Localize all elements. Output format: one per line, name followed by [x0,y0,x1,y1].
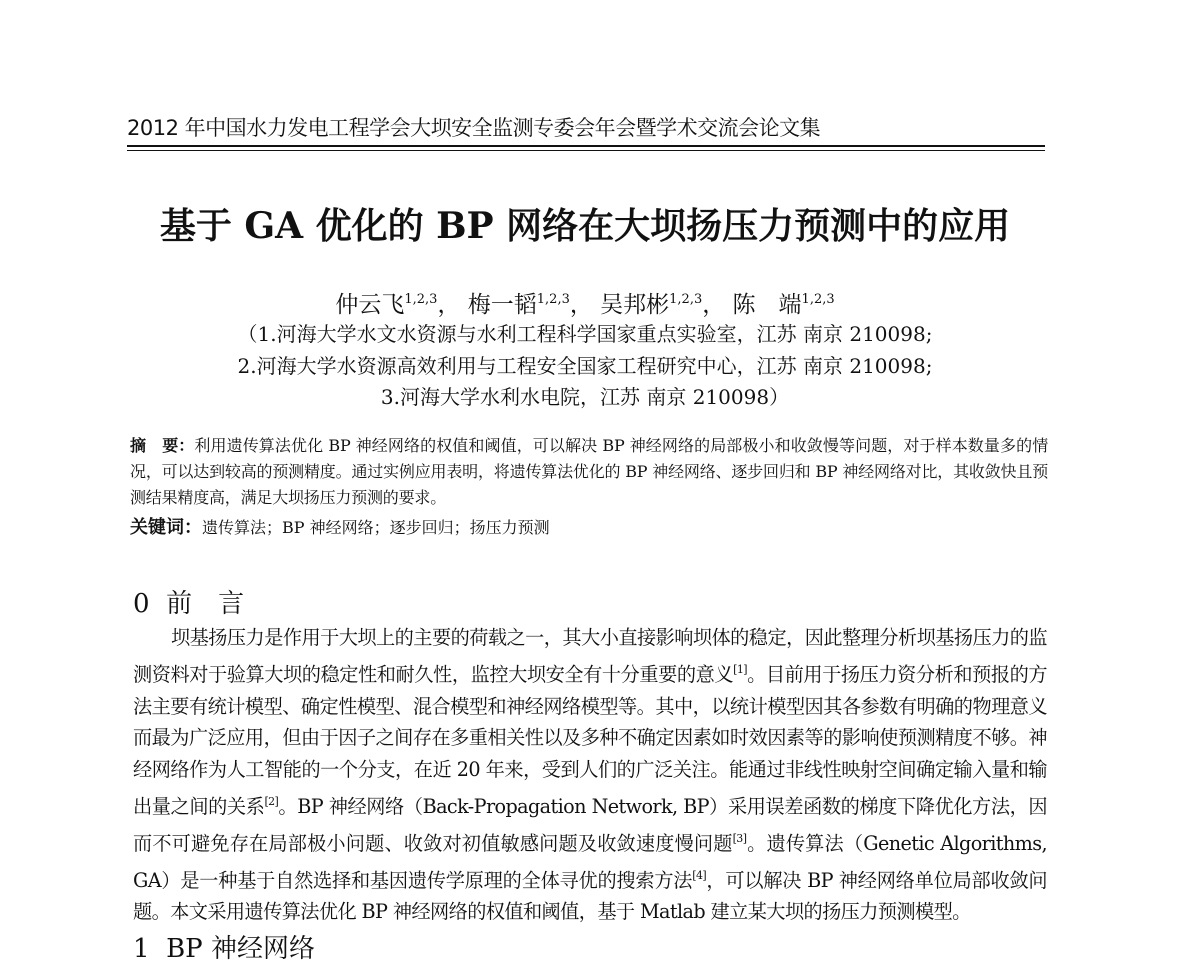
affiliation-3: 3.河海大学水利水电院，江苏 南京 210098） [380,385,790,409]
abstract-text: 利用遗传算法优化 BP 神经网络的权值和阈值，可以解决 BP 神经网络的局部极小和收敛慢等问题，对于样本数量多的情况，可以达到较高的预测精度。通过实例应用表明，将遗传算法优化的 BP 神经网络、逐步回归和 BP 神经网络对比，其收敛快且预测结果精度高，满足大坝扬压力预测的要求。 [130,436,1048,507]
author-line [0,286,1170,319]
paper-title: 基于 GA 优化的 BP 网络在大坝扬压力预测中的应用 [159,205,1011,247]
intro-text-segment: 。目前用于扬压力资分析和预报的方法主要有统计模型、确定性模型、混合模型和神经网络模型等。其中，以统计模型因其各参数有明确的物理意义而最为广泛应用，但由于因子之间存在多重相关性以及多种不确定因素如时效因素等的影响使预测精度不够。神经网络作为人工智能的一个分支，在近 20 年来，受到人们的广泛关注。能通过非线性映射空间确定输入量和输出量之间的关系 [133,662,1047,818]
abstract-label: 摘 要： [130,436,195,455]
section-title: 前 言 [166,589,245,619]
intro-paragraph [133,622,1047,928]
intro-text-segment: ，可以解决 BP 神经网络单位局部收敛问题。本文采用遗传算法优化 BP 神经网络的权值和阈值，基于 Matlab 建立某大坝的扬压力预测模型。 [133,868,1047,924]
author-affil-sup: 1,2,3 [536,292,570,307]
citation-ref: [3] [732,831,747,845]
author-affil-sup: 1,2,3 [801,292,835,307]
author-separator: ， [437,292,461,318]
author-name: 吴邦彬 [600,292,670,318]
affiliation-1: （1.河海大学水文水资源与水利工程科学国家重点实验室，江苏 南京 210098; [237,322,933,346]
author-affil-sup: 1,2,3 [669,292,703,307]
keywords-text: 遗传算法；BP 神经网络；逐步回归；扬压力预测 [202,518,550,537]
abstract [130,433,1048,511]
intro-text-segment: 。BP 神经网络（Back-Propagation Network, BP）采用误差函数的梯度下降优化方法，因而不可避免存在局部极小问题、收敛对初值敏感问题及收敛速度慢问题 [133,794,1047,855]
intro-text-segment: 坝基扬压力是作用于大坝上的主要的荷载之一，其大小直接影响坝体的稳定，因此整理分析坝基扬压力的监测资料对于验算大坝的稳定性和耐久性，监控大坝安全有十分重要的意义 [133,626,1047,686]
author-name: 陈 端 [732,292,802,318]
author-name: 仲云飞 [335,292,405,318]
citation-ref: [1] [733,662,747,676]
section-number: 1 [133,934,150,964]
author-affil-sup: 1,2,3 [404,292,438,307]
citation-ref: [2] [264,794,279,808]
keywords-label: 关键词： [130,517,202,538]
author-name: 梅一韬 [467,292,537,318]
author-separator: ， [569,292,593,318]
keywords [130,513,1048,539]
running-header: 2012 年中国水力发电工程学会大坝安全监测专委会年会暨学术交流会论文集 [127,112,1045,147]
intro-text-segment: 。遗传算法（Genetic Algorithms, GA）是一种基于自然选择和基因遗传学原理的全体寻优的搜索方法 [133,831,1047,892]
section-heading-bp [133,928,315,965]
section-number: 0 [133,589,150,619]
citation-ref: [4] [692,868,707,882]
intro-body [133,622,1047,928]
author-separator: ， [702,292,726,318]
section-heading-intro [133,583,244,620]
section-title: BP 神经网络 [166,934,315,964]
affiliation-2: 2.河海大学水资源高效利用与工程安全国家工程研究中心，江苏 南京 210098; [237,354,933,378]
